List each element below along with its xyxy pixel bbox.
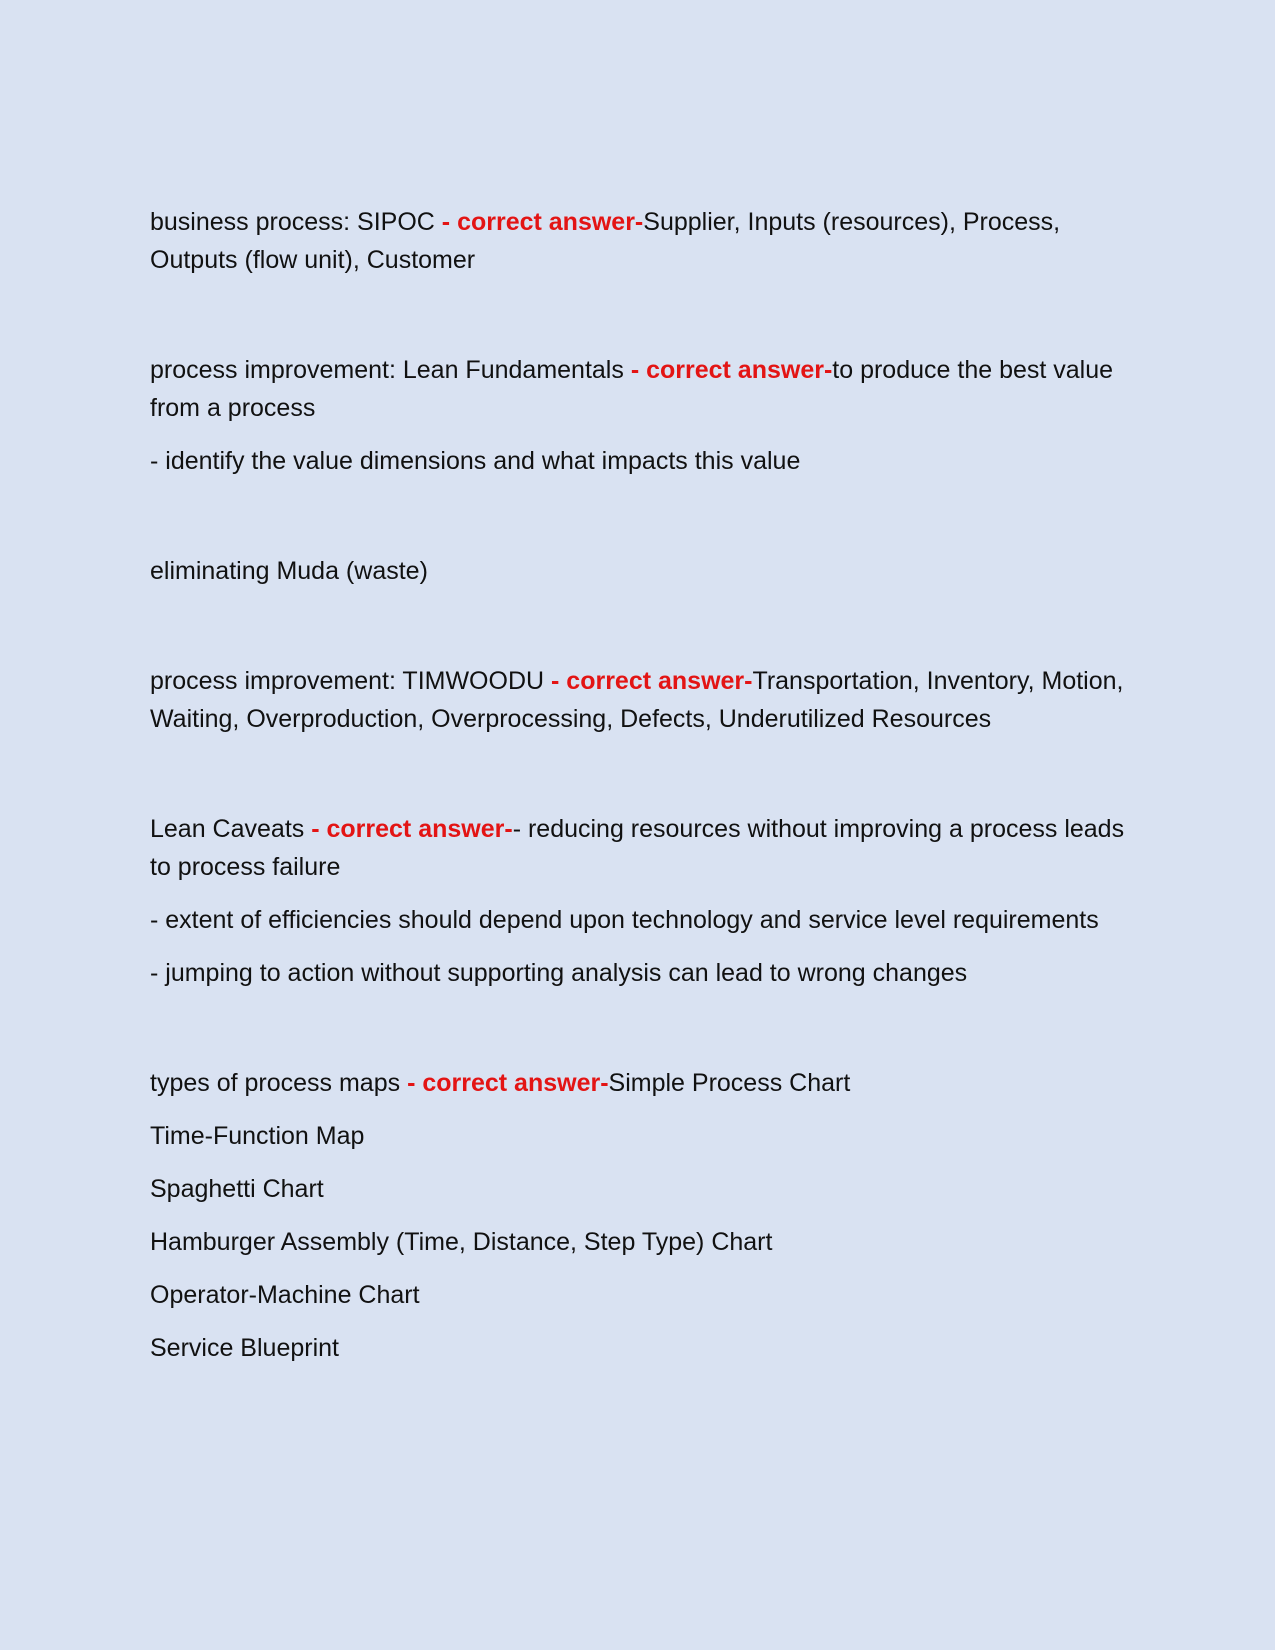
card-detail-line: Service Blueprint (150, 1334, 339, 1362)
card-timwoodu (150, 662, 1125, 738)
card-detail-line: Time-Function Map (150, 1122, 365, 1150)
correct-answer-marker: - correct answer- (441, 208, 644, 236)
card-detail-line: - identify the value dimensions and what impacts this value (150, 447, 801, 475)
card-definition: Supplier, Inputs (resources), Process, Outputs (flow unit), Customer (150, 208, 1061, 274)
correct-answer-marker: - correct answer- (407, 1069, 609, 1097)
card-definition: Transportation, Inventory, Motion, Waiting, Overproduction, Overprocessing, Defects, Underutilized Resources (150, 667, 1124, 733)
card-definition: to produce the best value from a process (150, 356, 1114, 422)
correct-answer-marker: - correct answer- (551, 667, 753, 695)
card-term: process improvement: Lean Fundamentals (150, 356, 631, 384)
card-term: process improvement: TIMWOODU (150, 667, 552, 695)
correct-answer-marker: - correct answer- (630, 356, 833, 384)
card-definition: Simple Process Chart (608, 1069, 851, 1097)
card-detail-line: Operator-Machine Chart (150, 1281, 420, 1309)
card-lean-caveats (150, 810, 1125, 886)
card-sipoc (150, 203, 1125, 279)
card-detail-line: Spaghetti Chart (150, 1175, 324, 1203)
card-process-maps (150, 1064, 1125, 1102)
card-term: business process: SIPOC (150, 208, 442, 236)
correct-answer-marker: - correct answer- (311, 815, 513, 843)
card-lean-fundamentals (150, 351, 1125, 427)
card-detail-line: - extent of efficiencies should depend upon technology and service level requirements (150, 906, 1099, 934)
card-definition: - reducing resources without improving a process leads to process failure (150, 815, 1125, 881)
card-detail-line: - jumping to action without supporting analysis can lead to wrong changes (150, 959, 968, 987)
card-term: Lean Caveats (150, 815, 312, 843)
standalone-line: eliminating Muda (waste) (150, 557, 428, 585)
card-detail-line: Hamburger Assembly (Time, Distance, Step Type) Chart (150, 1228, 773, 1256)
card-term: types of process maps (150, 1069, 408, 1097)
